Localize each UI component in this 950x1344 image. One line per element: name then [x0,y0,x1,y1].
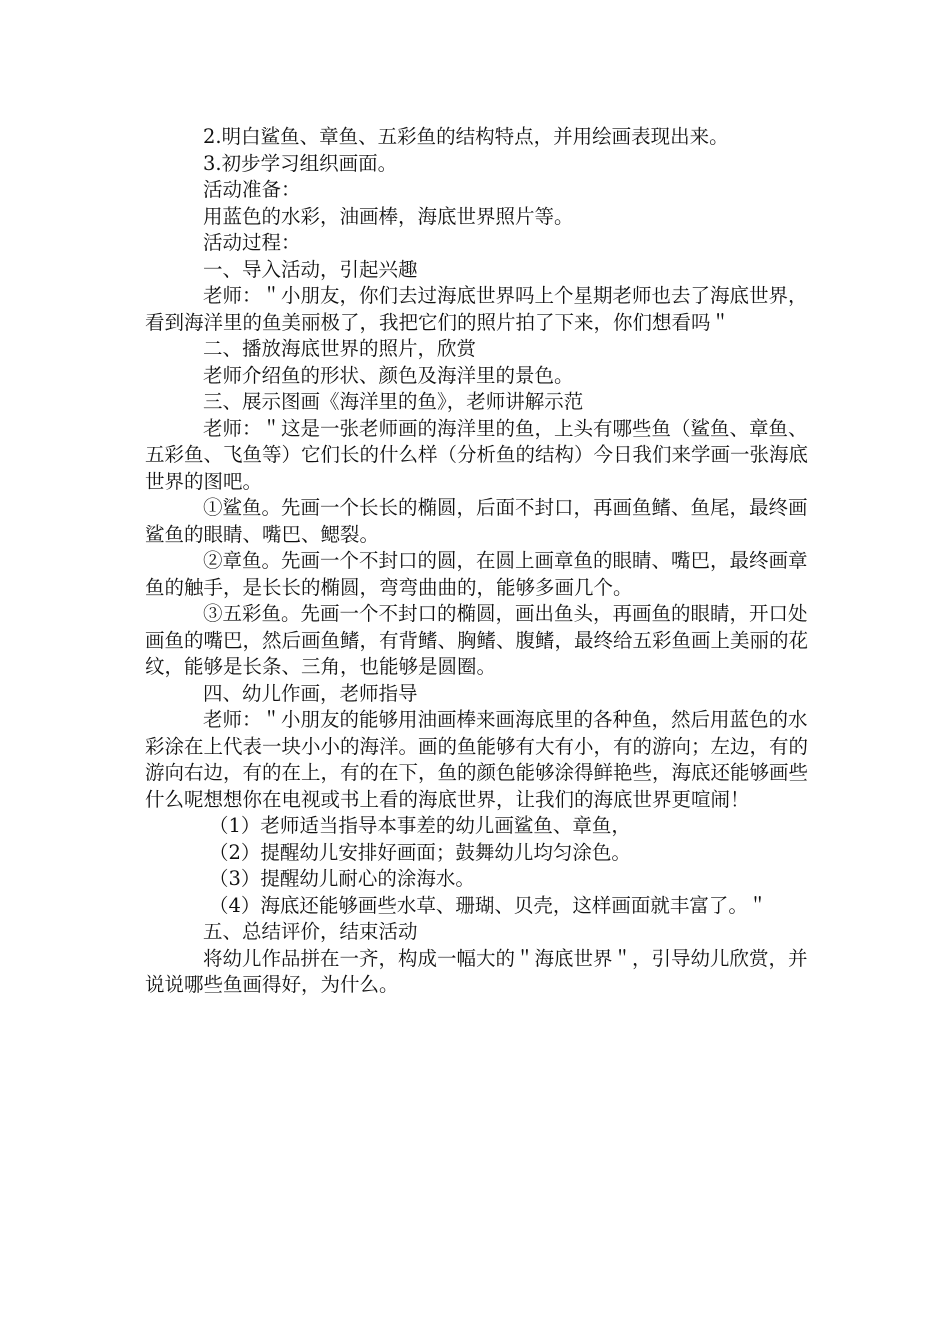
list-item: （2）提醒幼儿安排好画面；鼓舞幼儿均匀涂色。 [209,840,631,864]
step-heading: 五、总结评价，结束活动 [203,920,418,943]
step-heading: 三、展示图画《海洋里的鱼》，老师讲解示范 [203,390,584,413]
step-heading: 一、导入活动，引起兴趣 [203,257,418,281]
document-body [145,124,825,999]
paragraph: 3.初步学习组织画面。 [203,151,398,175]
paragraph: 2.明白鲨鱼、章鱼、五彩鱼的结构特点，并用绘画表现出来。 [203,125,729,148]
paragraph: 老师：＂小朋友，你们去过海底世界吗上个星期老师也去了海底世界，看到海洋里的鱼美丽极了，我把它们的照片拍了下来，你们想看吗＂ [145,284,808,334]
paragraph: 将幼儿作品拼在一齐，构成一幅大的＂海底世界＂，引导幼儿欣赏，并说说哪些鱼画得好，为什么。 [145,946,808,996]
paragraph: ②章鱼。先画一个不封口的圆，在圆上画章鱼的眼睛、嘴巴，最终画章鱼的触手，是长长的椭圆，弯弯曲曲的，能够多画几个。 [145,549,808,599]
paragraph: 老师：＂这是一张老师画的海洋里的鱼，上头有哪些鱼（鲨鱼、章鱼、五彩鱼、飞鱼等）它们长的什么样（分析鱼的结构）今日我们来学画一张海底世界的图吧。 [145,416,809,493]
section-heading: 活动准备： [203,178,301,201]
step-heading: 四、幼儿作画，老师指导 [203,681,418,705]
paragraph: ③五彩鱼。先画一个不封口的椭圆，画出鱼头，再画鱼的眼睛，开口处画鱼的嘴巴，然后画鱼鳍，有背鳍、胸鳍、腹鳍，最终给五彩鱼画上美丽的花纹，能够是长条、三角，也能够是圆圈。 [145,602,809,678]
list-item: （3）提醒幼儿耐心的涂海水。 [209,867,475,890]
list-item: （4）海底还能够画些水草、珊瑚、贝壳，这样画面就丰富了。＂ [209,893,768,917]
paragraph: 老师介绍鱼的形状、颜色及海洋里的景色。 [203,363,574,387]
step-heading: 二、播放海底世界的照片，欣赏 [203,337,477,360]
section-heading: 活动过程： [203,231,301,254]
paragraph: 老师：＂小朋友的能够用油画棒来画海底里的各种鱼，然后用蓝色的水彩涂在上代表一块小小的海洋。画的鱼能够有大有小，有的游向；左边，有的游向右边，有的在上，有的在下，鱼的颜色能够涂得鲜艳些，海底还能够画些什么呢想想你在电视或书上看的海底世界，让我们的海底世界更喧闹！ [145,708,809,811]
paragraph: ①鲨鱼。先画一个长长的椭圆，后面不封口，再画鱼鳍、鱼尾，最终画鲨鱼的眼睛、嘴巴、鳃裂。 [145,496,808,546]
paragraph: 用蓝色的水彩，油画棒，海底世界照片等。 [203,204,574,228]
list-item: （1）老师适当指导本事差的幼儿画鲨鱼、章鱼， [209,814,631,837]
